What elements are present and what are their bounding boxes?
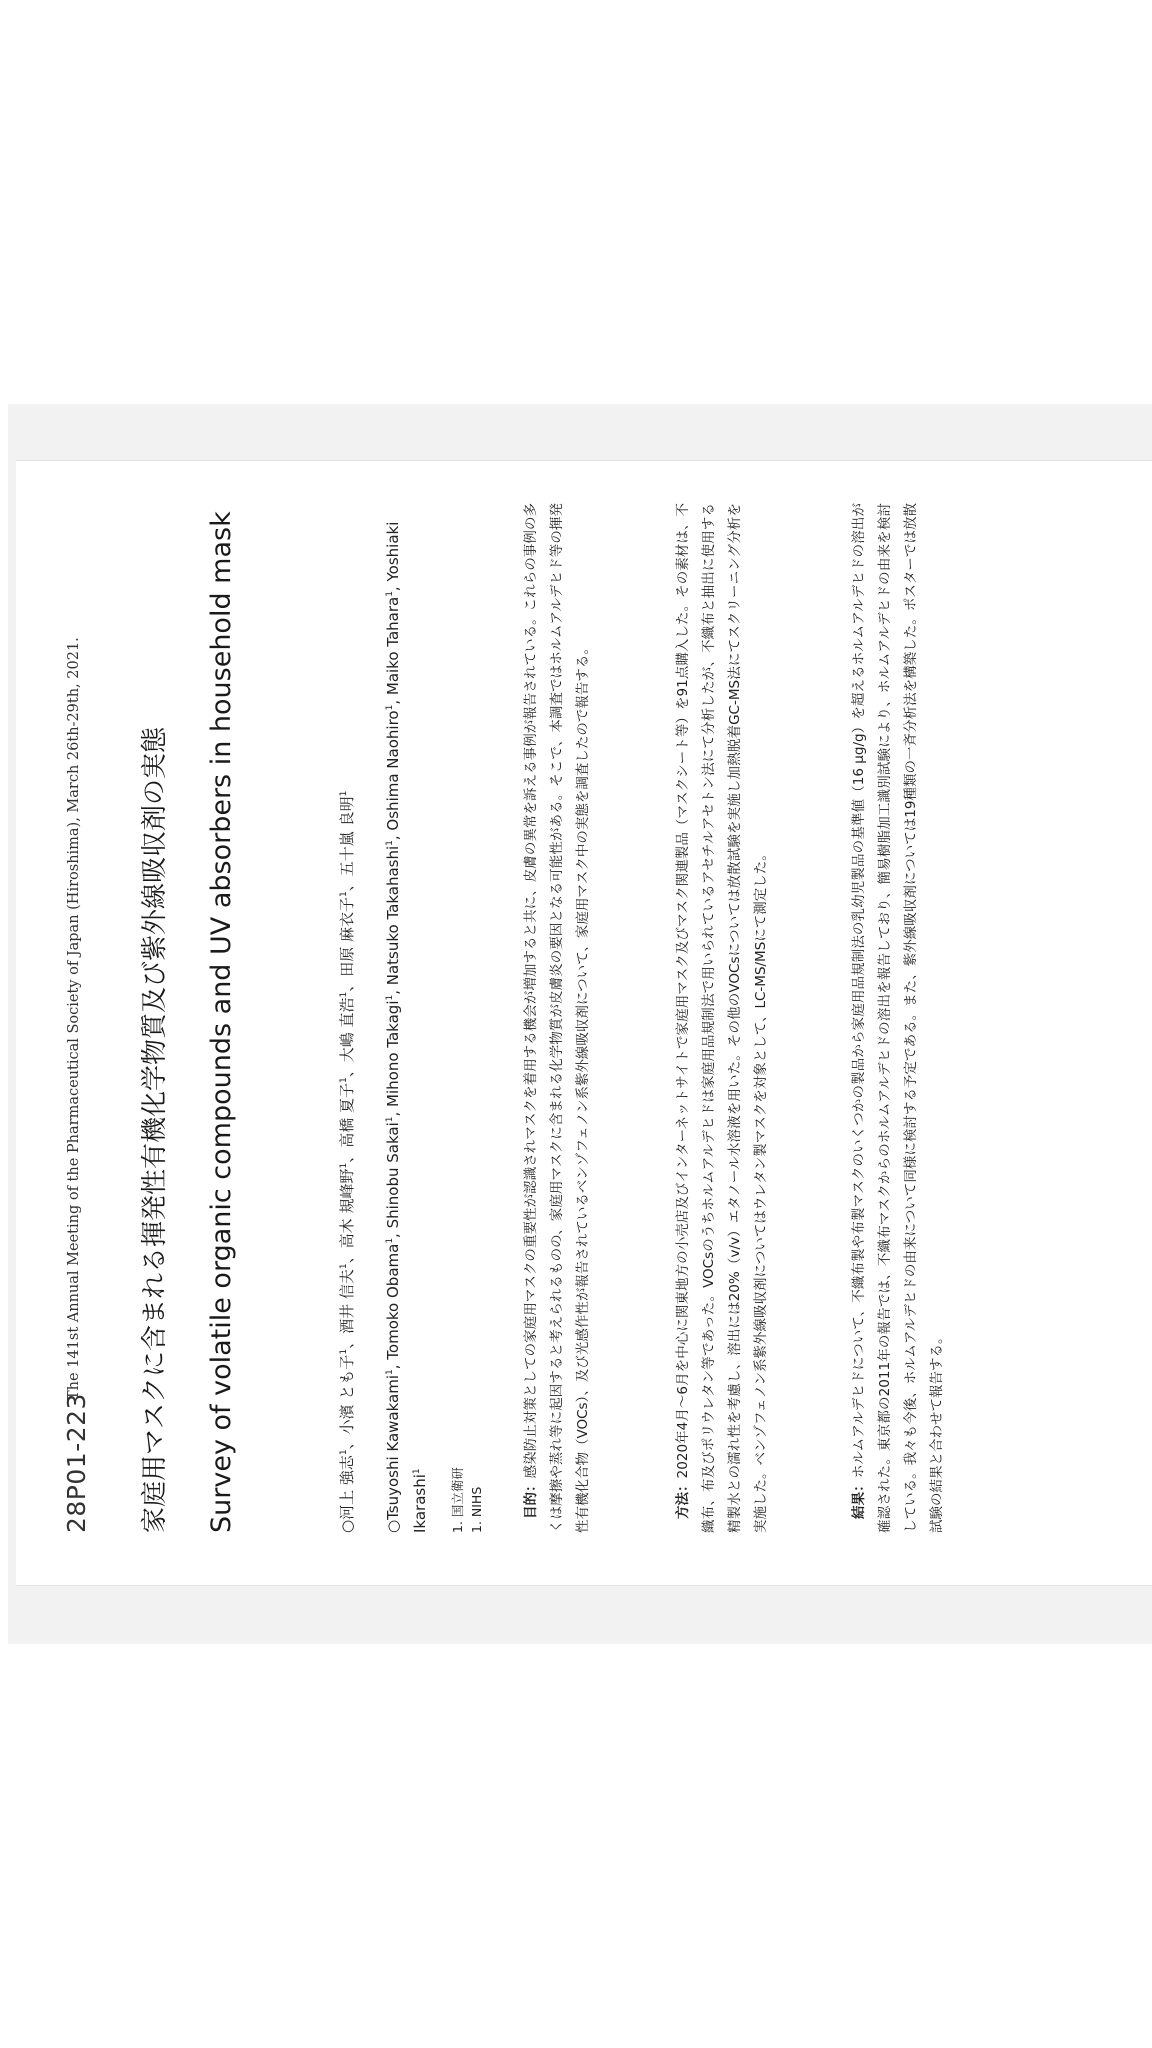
author-separator: , [384,581,402,592]
affiliation-english: 1. NIHS [469,1486,484,1533]
author-separator: 、 [338,1147,356,1163]
rotated-abstract [16,461,1152,1585]
author-separator: , [384,1228,402,1238]
author-separator: , [384,1106,402,1117]
affiliation-mark: 1 [339,1263,349,1270]
methods-label: 方法： [675,1478,691,1519]
affiliation-mark: 1 [385,591,395,597]
affiliation-mark: 1 [339,790,349,797]
affiliation-mark: 1 [385,1116,395,1123]
author-name: Oshima Naohiro [384,710,402,831]
author-name: Mihono Takagi [384,1000,402,1107]
purpose-text: 感染防止対策としての家庭用マスクの重要性が認識されマスクを着用する機会が増加すると共に、皮膚の異常を訴える事例が報告されている。これらの事例の多くは摩擦や蒸れ等に起因すると考えられるものの、家庭用マスクに含まれる化学物質が皮膚炎の要因となる可能性がある。そこで、本調査ではホルムアルデヒド等の揮発性有機化合物（VOCs）、及び光感作性が報告されているベンゾフェノン系紫外線吸収剤について、家庭用マスク中の実態を調査したので報告する。 [523,502,591,1533]
section-purpose [518,503,596,1533]
author-name: Yoshiaki Ikarashi [384,521,429,1533]
author-list-english [378,503,432,1533]
poster-id: 28P01-223 [62,1393,91,1533]
affiliation-mark: 1 [385,840,395,846]
methods-text: 2020年4月～6月を中心に関東地方の小売店及びインターネットサイトで家庭用マスク及びマスク関連製品（マスクシート等）を91点購入した。その素材は、不織布、布及びポリウレタン等であった。VOCsのうちホルムアルデヒドは家庭用品規制法で用いられているアセチルアセトン法にて分析したが、不織布と抽出に使用する精製水との濡れ性を考慮し、溶出には20%（v/v）エタノール水溶液を用いた。その他のVOCsについては放散試験を実施し加熱脱着GC-MS法にてスクリーニング分析を実施した。ベンゾフェノン系紫外線吸収剤についてはウレタン製マスクを対象として、LC-MS/MSにて測定した。 [675,503,769,1533]
affiliation-mark: 1 [339,1348,349,1355]
author-separator: , [384,1359,402,1370]
author-name: 五十嵐 良明 [338,796,356,877]
affiliation-mark: 1 [385,994,395,1001]
author-list-japanese [332,503,359,1533]
author-name: Maiko Tahara [384,596,402,696]
affiliation-mark: 1 [412,1468,422,1475]
results-text: ホルムアルデヒドについて、不織布製や布製マスクのいくつかの製品から家庭用品規制法の乳幼児製品の基準値（16 μg/g）を超えるホルムアルデヒドの溶出が確認された。東京都の2011年の報告では、不織布マスクからのホルムアルデヒドの溶出を報告しており、簡易樹脂加工識別試験により、ホルムアルデヒドの由来を検討している。我々も今後、ホルムアルデヒドの由来について同様に検討する予定である。また、紫外線吸収剤については19種類の一斉分析法を構築した。ポスターでは放散試験の結果と合わせて報告する。 [851,502,945,1533]
author-separator: , [384,830,402,841]
affiliation-mark: 1 [339,1077,349,1084]
author-separator: 、 [338,1248,356,1264]
author-name: ○河上 強志 [338,1455,356,1533]
section-methods [670,503,774,1533]
author-separator: , [384,985,402,995]
author-name: 高木 規峰野 [338,1168,356,1249]
document-page[interactable] [16,460,1152,1586]
author-separator: 、 [338,876,356,892]
author-separator: 、 [338,1434,356,1450]
affiliation-mark: 1 [339,991,349,998]
affiliations [448,1467,486,1533]
author-name: 高橋 夏子 [338,1083,356,1148]
title-japanese: 家庭用マスクに含まれる揮発性有機化学物質及び紫外線吸収剤の実態 [140,726,170,1533]
title-english: Survey of volatile organic compounds and UV absorbers in household mask [206,511,237,1533]
author-name: 小濱 とも子 [338,1354,356,1435]
affiliation-mark: 1 [339,1449,349,1456]
author-name: Natsuko Takahashi [384,845,402,986]
author-separator: 、 [338,1062,356,1078]
affiliation-mark: 1 [339,891,349,897]
affiliation-japanese: 1. 国立衛研 [450,1467,465,1533]
meeting-info: The 141st Annual Meeting of the Pharmaceutical Society of Japan (Hiroshima), March 26th-29th, 2021. [66,637,82,1400]
section-results [846,503,950,1533]
author-name: 田原 麻衣子 [338,896,356,977]
purpose-label: 目的： [523,1478,539,1519]
author-name: 大嶋 直浩 [338,997,356,1063]
affiliation-mark: 1 [385,1237,395,1244]
affiliation-mark: 1 [385,1369,395,1375]
author-separator: , [384,695,402,705]
affiliation-mark: 1 [339,1162,349,1169]
author-separator: 、 [338,1333,356,1349]
author-separator: 、 [338,976,356,992]
author-name: 酒井 信夫 [338,1269,356,1334]
results-label: 結果： [851,1478,867,1519]
affiliation-mark: 1 [385,704,395,711]
author-name: ○Tsuyoshi Kawakami [384,1374,402,1533]
author-name: Shinobu Sakai [384,1122,402,1229]
author-name: Tomoko Obama [384,1243,402,1360]
